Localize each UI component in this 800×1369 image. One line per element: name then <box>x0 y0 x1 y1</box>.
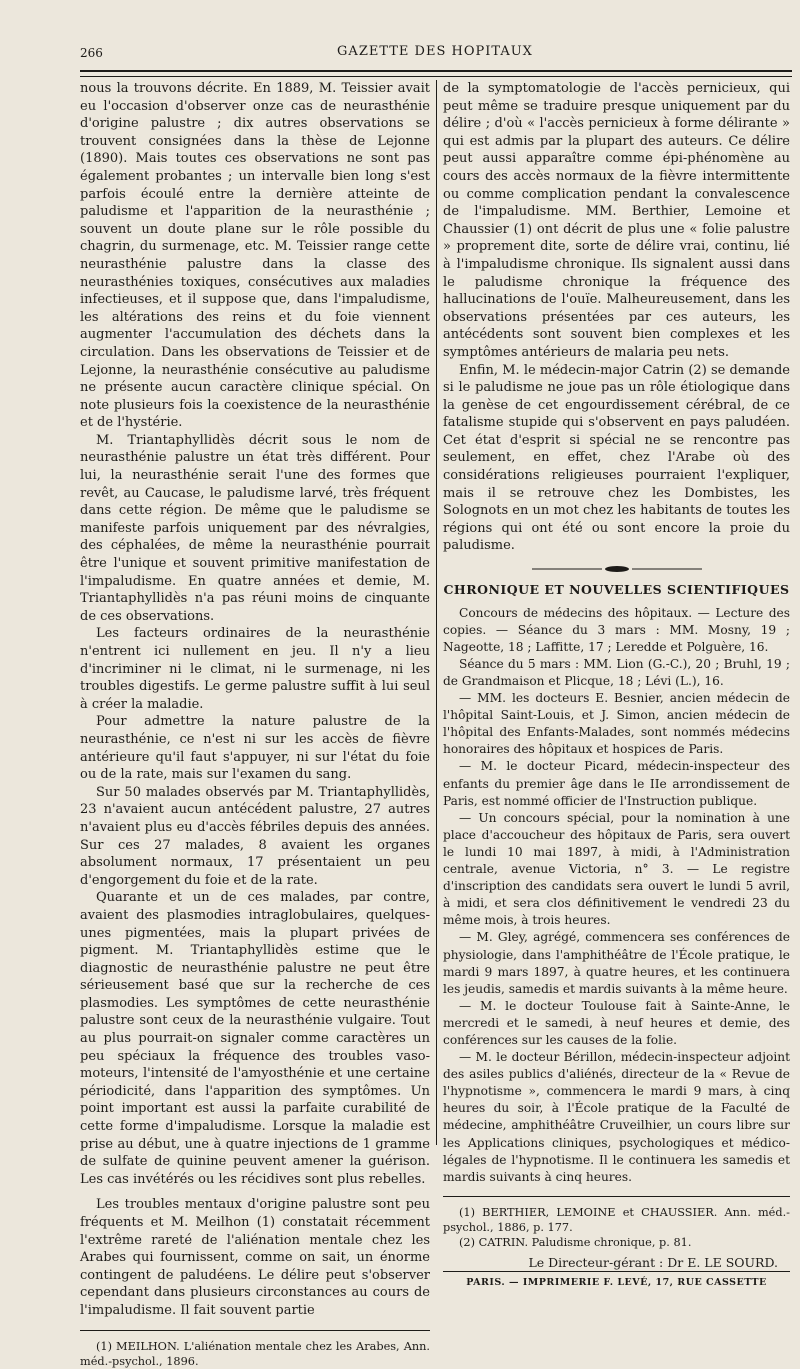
header-rule <box>80 70 792 77</box>
news-item: — Un concours spécial, pour la nomination à une place d'accoucheur des hôpitaux de Paris, sera ouvert le lundi 10 mai 1897, à midi, à l'Administration centrale, avenue Victoria, n° 3. — Le registre d'inscription des candidats sera ouvert le lundi 5 avril, à midi, et sera clos définitivement le vendredi 23 du même mois, à trois heures. <box>443 810 790 928</box>
news-item: — M. le docteur Toulouse fait à Sainte-Anne, le mercredi et le samedi, à neuf heures et demie, des conférences sur les causes de la folie. <box>443 998 790 1047</box>
running-title: GAZETTE DES HOPITAUX <box>337 44 533 59</box>
column-divider <box>436 80 437 1145</box>
right-column <box>443 80 790 1292</box>
footnote: (1) BERTHIER, LEMOINE et CHAUSSIER. Ann. méd.-psychol., 1886, p. 177. <box>443 1205 790 1234</box>
footnote: (1) MEILHON. L'aliénation mentale chez les Arabes, Ann. méd.-psychol., 1896. <box>80 1339 430 1368</box>
paragraph: nous la trouvons décrite. En 1889, M. Teissier avait eu l'occasion d'observer onze cas de neurasthénie d'origine palustre ; dix autres observations se trouvent consignées dans la thèse de Lejonne (1890). Mais toutes ces observations ne sont pas également probantes ; un intervalle bien long s'est parfois écoulé entre la dernière atteinte de paludisme et l'apparition de la neurasthénie ; souvent un doute plane sur le rôle possible du chagrin, du surmenage, etc. M. Teissier range cette neurasthénie palustre dans la classe des neurasthénies toxiques, consécutives aux maladies infectieuses, et il suppose que, dans l'impaludisme, les altérations des reins et du foie viennent augmenter l'accumulation des déchets dans la circulation. Dans les observations de Teissier et de Lejonne, la neurasthénie consécutive au paludisme ne présente aucun caractère clinique spécial. On note plusieurs fois la coexistence de la neurasthénie et de l'hystérie. <box>80 81 430 431</box>
news-list <box>443 605 790 1186</box>
paragraph: Quarante et un de ces malades, par contre, avaient des plasmodies intraglobulaires, quelques-unes pigmentées, mais la plupart privées de pigment. M. Triantaphyllidès estime que le diagnostic de neurasthénie palustre ne peut être sérieusement basé que sur la recherche de ces plasmodies. Les symptômes de cette neurasthénie palustre sont ceux de la neurasthénie vulgaire. Tout au plus pourrait-on signaler comme caractères un peu spéciaux la fréquence des troubles vaso-moteurs, l'intensité de l'amyosthénie et une certaine périodicité, dans l'apparition des symptômes. Un point important est aussi la parfaite curabilité de cette forme d'impaludisme. Lorsque la maladie est prise au début, une à quatre injections de 1 gramme de sulfate de quinine peuvent amener la guérison. Les cas invétérés ou les récidives sont plus rebelles. <box>80 890 430 1187</box>
paragraph: Pour admettre la nature palustre de la neurasthénie, ce n'est ni sur les accès de fièvre antérieure qu'il faut s'appuyer, ni sur l'état du foie ou de la rate, mais sur l'examen du sang. <box>80 714 430 783</box>
paragraph: Enfin, M. le médecin-major Catrin (2) se demande si le paludisme ne joue pas un rôle étiologique dans la genèse de cet engourdissement cérébral, de ce fatalisme stupide qui s'observent en pays paludéen. Cet état d'esprit si spécial ne se rencontre pas seulement, en effet, chez l'Arabe où des considérations religieuses pourraient l'expliquer, mais il se retrouve chez les Dombistes, les Solognots en un mot chez les habitants de toutes les régions qui ont été ou sont encore la proie du paludisme. <box>443 362 790 554</box>
page-number: 266 <box>80 46 103 60</box>
imprint: PARIS. — IMPRIMERIE F. LEVÉ, 17, RUE CASSETTE <box>466 1277 767 1289</box>
section-title: CHRONIQUE ET NOUVELLES SCIENTIFIQUES <box>443 582 790 598</box>
news-item: Séance du 5 mars : MM. Lion (G.-C.), 20 ; Bruhl, 19 ; de Grandmaison et Plicque, 18 ; Lévi (L.), 16. <box>443 656 790 688</box>
paragraph: Les troubles mentaux d'origine palustre sont peu fréquents et M. Meilhon (1) constatait récemment l'extrême rareté de l'aliénation mentale chez les Arabes qui fournissent, comme on sait, un énorme contingent de paludéens. Le délire peut s'observer cependant dans plusieurs circonstances au cours de l'impaludisme. Il fait souvent partie <box>80 1197 430 1318</box>
section-ornament <box>443 565 790 573</box>
paragraph: M. Triantaphyllidès décrit sous le nom de neurasthénie palustre un état très différent. Pour lui, la neurasthénie serait l'une des formes que revêt, au Caucase, le paludisme larvé, très fréquent dans cette région. De même que le paludisme se manifeste parfois uniquement par des névralgies, des céphalées, de même la neurasthénie pourrait être l'unique et souvent primitive manifestation de l'impaludisme. En quatre années et demie, M. Triantaphyllidès n'a pas réuni moins de cinquante de ces observations. <box>80 432 430 624</box>
paragraph: de la symptomatologie de l'accès pernicieux, qui peut même se traduire presque uniquement par du délire ; d'où « l'accès pernicieux à forme délirante » qui est admis par la plupart des auteurs. Ce délire peut aussi apparaître comme épi-phénomène au cours des accès normaux de la fièvre intermittente ou comme complication pendant la convalescence de l'impaludisme. MM. Berthier, Lemoine et Chaussier (1) ont décrit de plus une « folie palustre » proprement dite, sorte de délire vrai, continu, lié à l'impaludisme chronique. Ils signalent aussi dans le paludisme chronique la fréquence des hallucinations de l'ouïe. Malheureusement, dans les observations présentées par ces auteurs, les antécédents sont souvent bien complexes et les symptômes antérieurs de malaria peu nets. <box>443 81 790 360</box>
paragraph: Sur 50 malades observés par M. Triantaphyllidès, 23 n'avaient aucun antécédent palustre, 27 autres n'avaient plus eu d'accès fébriles depuis des années. Sur ces 27 malades, 8 avaient les organes absolument normaux, 17 présentaient un peu d'engorgement du foie et de la rate. <box>80 784 430 888</box>
paragraph: Les facteurs ordinaires de la neurasthénie n'entrent ici nullement en jeu. Il n'y a lieu d'incriminer ni le climat, ni le surmenage, ni les troubles digestifs. Le germe palustre suffit à lui seul à créer la maladie. <box>80 626 430 712</box>
left-column <box>80 80 430 1369</box>
news-item: Concours de médecins des hôpitaux. — Lecture des copies. — Séance du 3 mars : MM. Mosny, 19 ; Nageotte, 18 ; Laffitte, 17 ; Leredde et Polguère, 16. <box>443 605 790 654</box>
signature: Le Directeur-gérant : Dr E. LE SOURD. <box>443 1254 790 1273</box>
footnote-rule <box>443 1196 790 1197</box>
news-item: — M. le docteur Picard, médecin-inspecteur des enfants du premier âge dans le IIe arrondissement de Paris, est nommé officier de l'Instruction publique. <box>443 759 790 808</box>
news-item: — MM. les docteurs E. Besnier, ancien médecin de l'hôpital Saint-Louis, et J. Simon, ancien médecin de l'hôpital des Enfants-Malades, sont nommés médecins honoraires des hôpitaux et hospices de Paris. <box>443 691 790 757</box>
footnote: (2) CATRIN. Paludisme chronique, p. 81. <box>459 1235 692 1249</box>
news-item: — M. Gley, agrégé, commencera ses conférences de physiologie, dans l'amphithéâtre de l'École pratique, le mardi 9 mars 1897, à quatre heures, et les continuera les jeudis, samedis et mardis suivants à la même heure. <box>443 930 790 996</box>
footnote-rule <box>80 1330 430 1331</box>
page-header <box>80 44 790 64</box>
news-item: — M. le docteur Bérillon, médecin-inspecteur adjoint des asiles publics d'aliénés, directeur de la « Revue de l'hypnotisme », commencera le mardi 9 mars, à cinq heures du soir, à l'École pratique de la Faculté de médecine, amphithéâtre Cruveilhier, un cours libre sur les Applications cliniques, psychologiques et médico-légales de l'hypnotisme. Il le continuera les samedis et mardis suivants à cinq heures. <box>443 1050 790 1184</box>
